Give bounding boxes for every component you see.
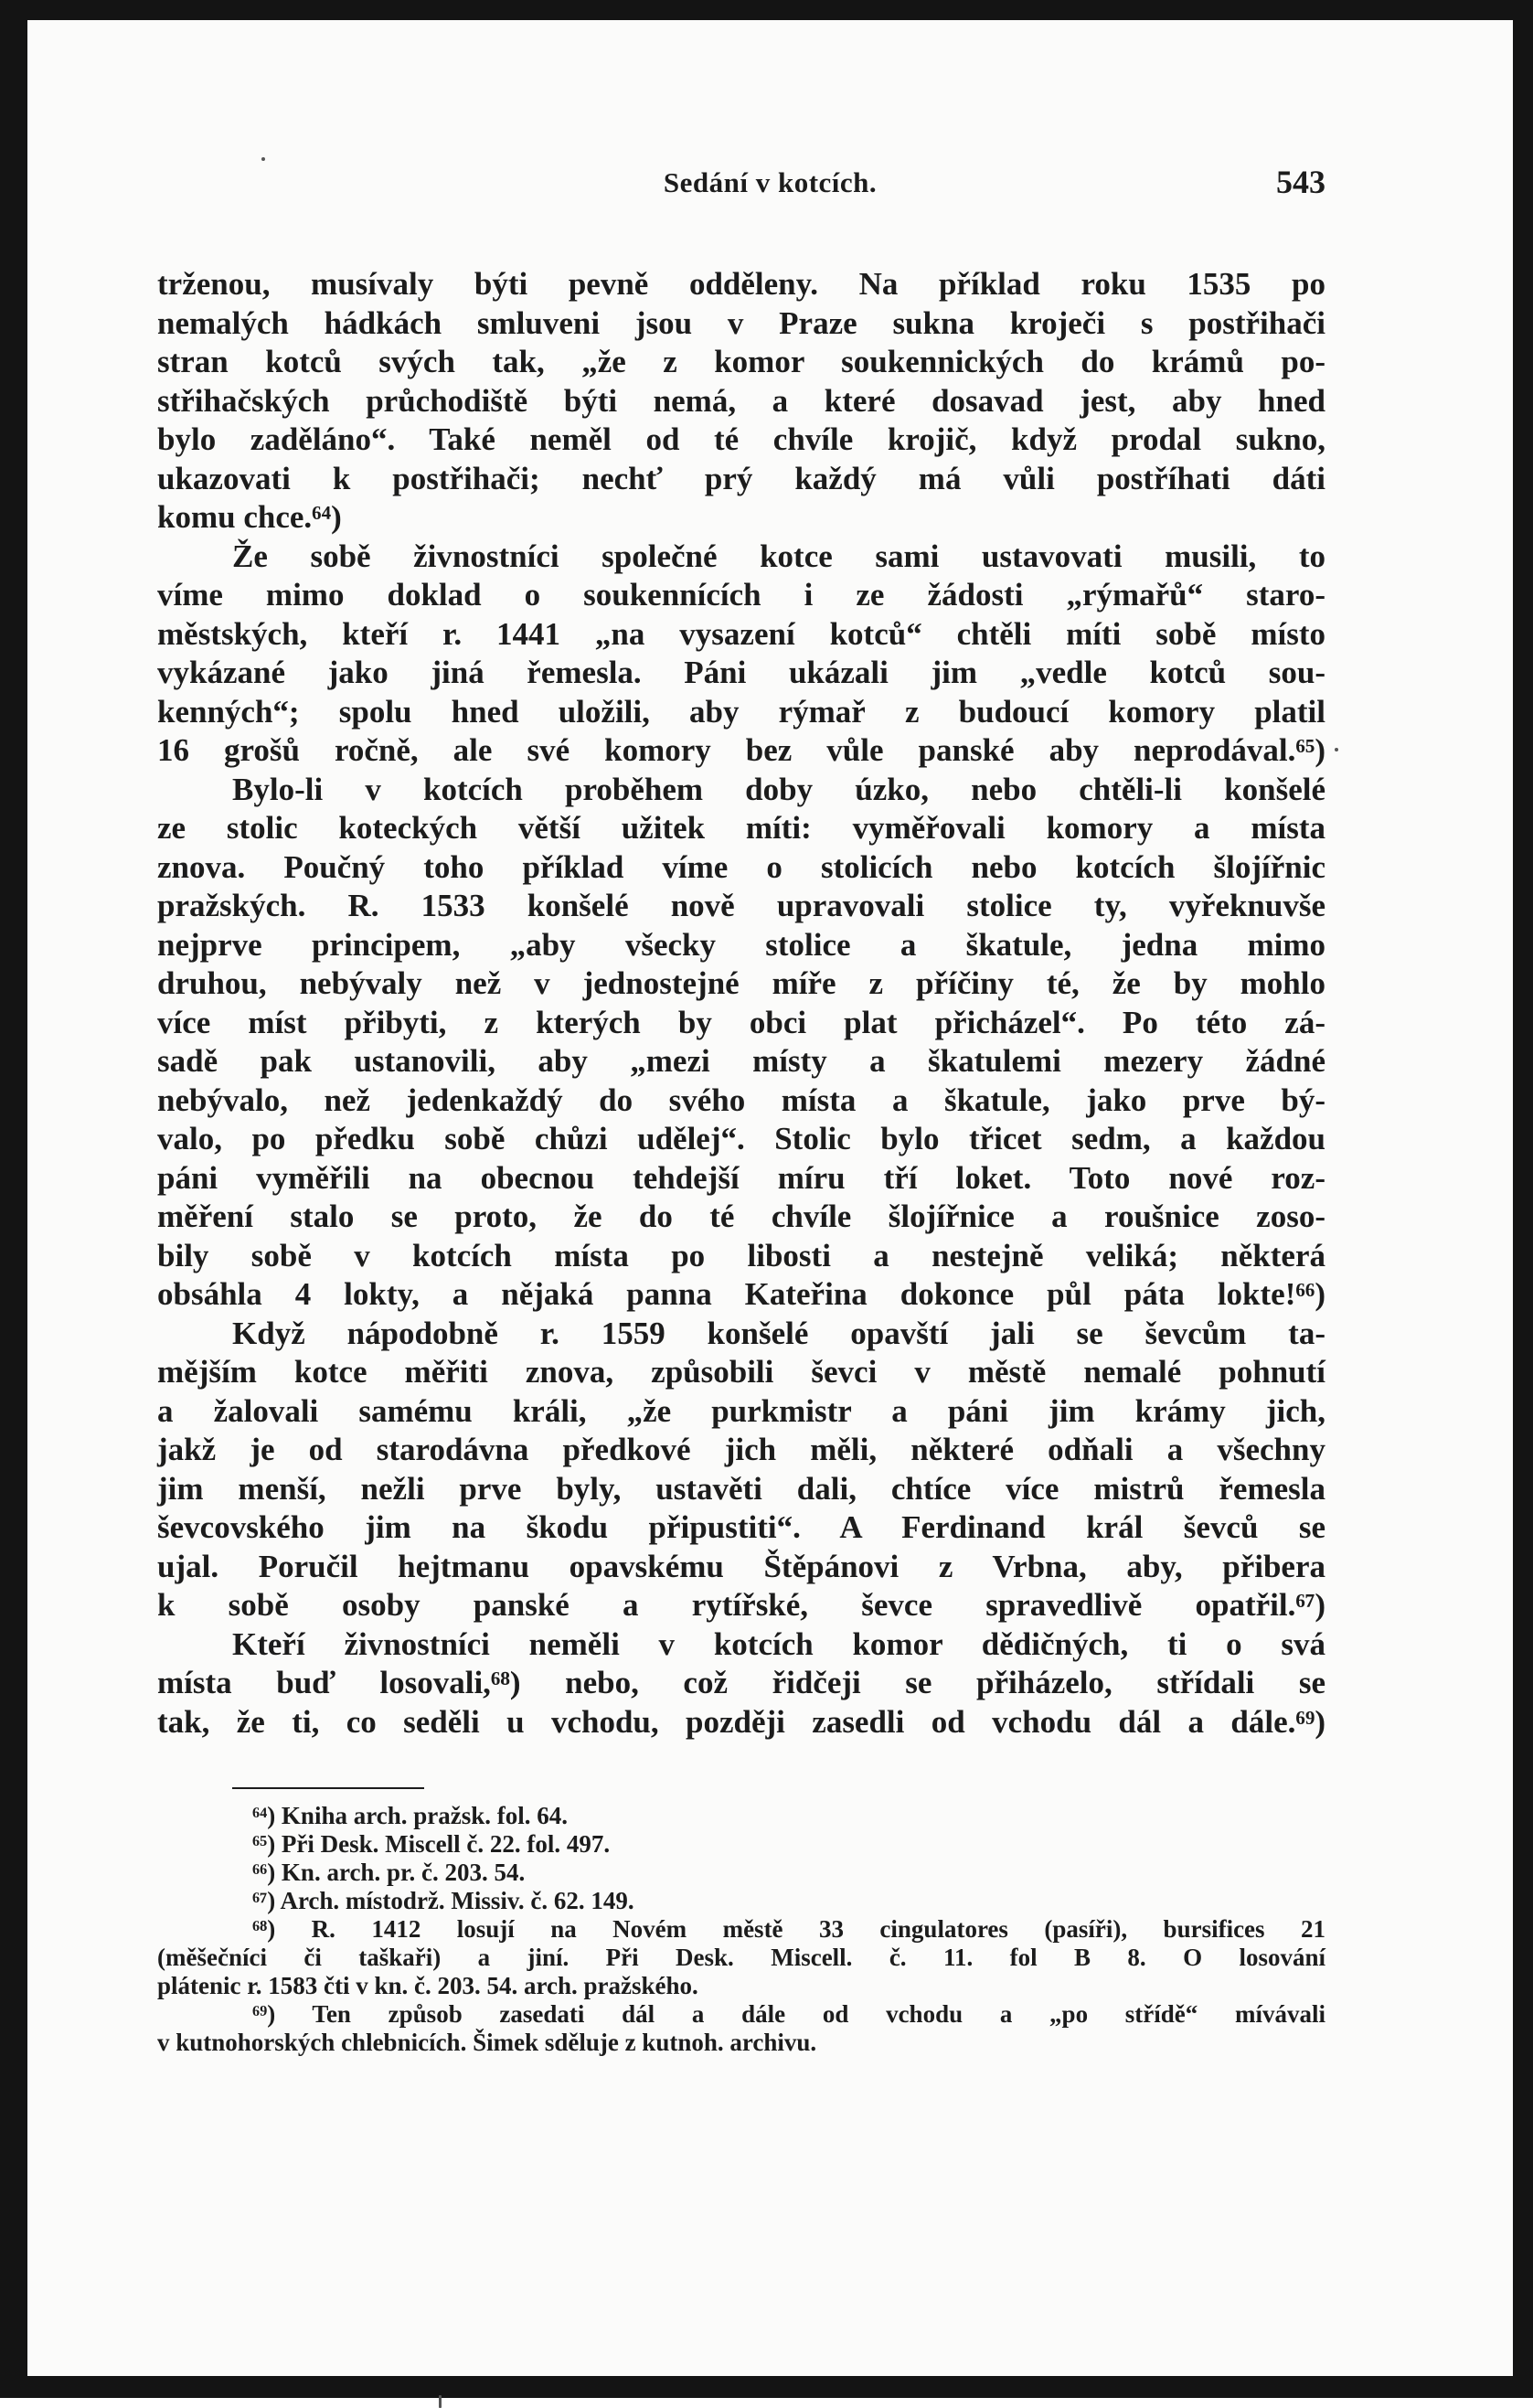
footnote-line: ⁶⁸) R. 1412 losují na Novém městě 33 cingulatores (pasíři), bursifices 21 xyxy=(252,1915,1325,1943)
footnote-line: ⁶⁶) Kn. arch. pr. č. 203. 54. xyxy=(252,1859,526,1886)
footnote-line: ⁶⁴) Kniha arch. pražsk. fol. 64. xyxy=(252,1802,568,1829)
scan-top-border xyxy=(0,0,1533,20)
text-line: stran kotců svých tak, „že z komor soukennických do krámů po- xyxy=(157,344,1325,379)
text-line: jim menší, nežli prve byly, ustavěti dali, chtíce více mistrů řemesla xyxy=(157,1470,1325,1507)
text-line: bily sobě v kotcích místa po libosti a nestejně veliká; některá xyxy=(157,1237,1325,1273)
footnote-divider xyxy=(232,1787,424,1789)
scan-bottom-border xyxy=(0,2376,1533,2398)
text-line: druhou, nebývaly než v jednostejné míře z příčiny té, že by mohlo xyxy=(157,965,1325,1001)
text-line: valo, po předku sobě chůzi udělej“. Stolic bylo třicet sedm, a každou xyxy=(157,1121,1325,1156)
footnote-line: plátenic r. 1583 čti v kn. č. 203. 54. arch. pražského. xyxy=(157,1972,698,1999)
text-line: sadě pak ustanovili, aby „mezi místy a škatulemi mezery žádné xyxy=(157,1043,1325,1079)
body-text xyxy=(157,265,1325,1742)
text-line: místa buď losovali,⁶⁸) nebo, což řidčeji se přiházelo, střídali se xyxy=(157,1665,1325,1700)
text-line: městských, kteří r. 1441 „na vysazení kotců“ chtěli míti sobě místo xyxy=(157,615,1325,652)
text-line: obsáhla 4 lokty, a nějaká panna Kateřina dokonce půl páta lokte!⁶⁶) xyxy=(157,1276,1325,1312)
book-page xyxy=(27,20,1513,2376)
text-line: nejprve principem, „aby všecky stolice a škatule, jedna mimo xyxy=(157,926,1325,963)
text-line: kenných“; spolu hned uložili, aby rýmař z budoucí komory platil xyxy=(157,693,1325,730)
text-line: tak, že ti, co seděli u vchodu, později zasedli od vchodu dál a dále.⁶⁹) xyxy=(157,1703,1325,1740)
footnotes xyxy=(157,1787,1325,2057)
text-line: a žalovali samému králi, „že purkmistr a páni jim krámy jich, xyxy=(157,1392,1325,1429)
text-line: 16 grošů ročně, ale své komory bez vůle panské aby neprodával.⁶⁵) xyxy=(157,732,1325,768)
text-line: komu chce.⁶⁴) xyxy=(157,499,342,535)
page-header xyxy=(27,166,1513,212)
paragraph-start-line: Když nápodobně r. 1559 konšelé opavští jali se ševcům ta- xyxy=(232,1315,1325,1351)
text-line: víme mimo doklad o soukennících i ze žádosti „rýmařů“ staro- xyxy=(157,577,1325,613)
text-line: nebývalo, než jedenkaždý do svého místa a škatule, jako prve bý- xyxy=(157,1081,1325,1118)
footnote-line: ⁶⁷) Arch. místodrž. Missiv. č. 62. 149. xyxy=(252,1887,634,1914)
text-line: vykázané jako jiná řemesla. Páni ukázali jim „vedle kotců sou- xyxy=(157,655,1325,690)
text-line: trženou, musívaly býti pevně odděleny. Na příklad roku 1535 po xyxy=(157,266,1325,302)
text-line: k sobě osoby panské a rytířské, ševce spravedlivě opatřil.⁶⁷) xyxy=(157,1587,1325,1623)
text-line: mějším kotce měřiti znova, způsobili ševci v městě nemalé pohnutí xyxy=(157,1354,1325,1390)
print-speck xyxy=(261,157,265,161)
text-line: pražských. R. 1533 konšelé nově upravovali stolice ty, vyřeknuvše xyxy=(157,888,1325,923)
text-line: střihačských průchodiště býti nemá, a které dosavad jest, aby hned xyxy=(157,382,1325,419)
text-line: měření stalo se proto, že do té chvíle šlojířnice a roušnice zoso- xyxy=(157,1199,1325,1234)
running-title: Sedání v kotcích. xyxy=(663,166,878,198)
print-speck xyxy=(439,2395,442,2408)
text-line: více míst přibyti, z kterých by obci plat přicházel“. Po této zá- xyxy=(157,1004,1325,1040)
text-line: nemalých hádkách smluveni jsou v Praze sukna kroječi s postřihači xyxy=(157,304,1325,341)
text-line: bylo zaděláno“. Také neměl od té chvíle krojič, když prodal sukno, xyxy=(157,421,1325,457)
footnote-line: ⁶⁹) Ten způsob zasedati dál a dále od vchodu a „po střídě“ mívávali xyxy=(252,2000,1325,2028)
text-line: ukazovati k postřihači; nechť prý každý má vůli postříhati dáti xyxy=(157,460,1325,496)
text-line: ševcovského jim na škodu připustiti“. A Ferdinand král ševců se xyxy=(157,1509,1325,1545)
page-number: 543 xyxy=(1276,164,1325,200)
text-line: ze stolic koteckých větší užitek míti: vyměřovali komory a místa xyxy=(157,810,1325,846)
footnote-line: (měšečníci či taškaři) a jiní. Při Desk. Miscell. č. 11. fol B 8. O losování xyxy=(157,1944,1325,1971)
text-line: jakž je od starodávna předkové jich měli, některé odňali a všechny xyxy=(157,1432,1325,1467)
text-line: páni vyměřili na obecnou tehdejší míru tří loket. Toto nové roz- xyxy=(157,1159,1325,1196)
scan-right-border xyxy=(1513,0,1533,2398)
text-line: ujal. Poručil hejtmanu opavskému Štěpánovi z Vrbna, aby, přibera xyxy=(157,1548,1325,1584)
paragraph-start-line: Že sobě živnostníci společné kotce sami ustavovati musili, to xyxy=(232,538,1325,574)
paragraph-start-line: Kteří živnostníci neměli v kotcích komor dědičných, ti o svá xyxy=(232,1625,1325,1662)
print-speck xyxy=(1335,748,1338,751)
footnote-line: v kutnohorských chlebnicích. Šimek sděluje z kutnoh. archivu. xyxy=(157,2029,817,2056)
paragraph-start-line: Bylo-li v kotcích proběhem doby úzko, nebo chtěli-li konšelé xyxy=(232,771,1325,807)
scan-left-border xyxy=(0,0,27,2398)
footnote-line: ⁶⁵) Při Desk. Miscell č. 22. fol. 497. xyxy=(252,1830,611,1858)
text-line: znova. Poučný toho příklad víme o stolicích nebo kotcích šlojířnic xyxy=(157,848,1325,885)
